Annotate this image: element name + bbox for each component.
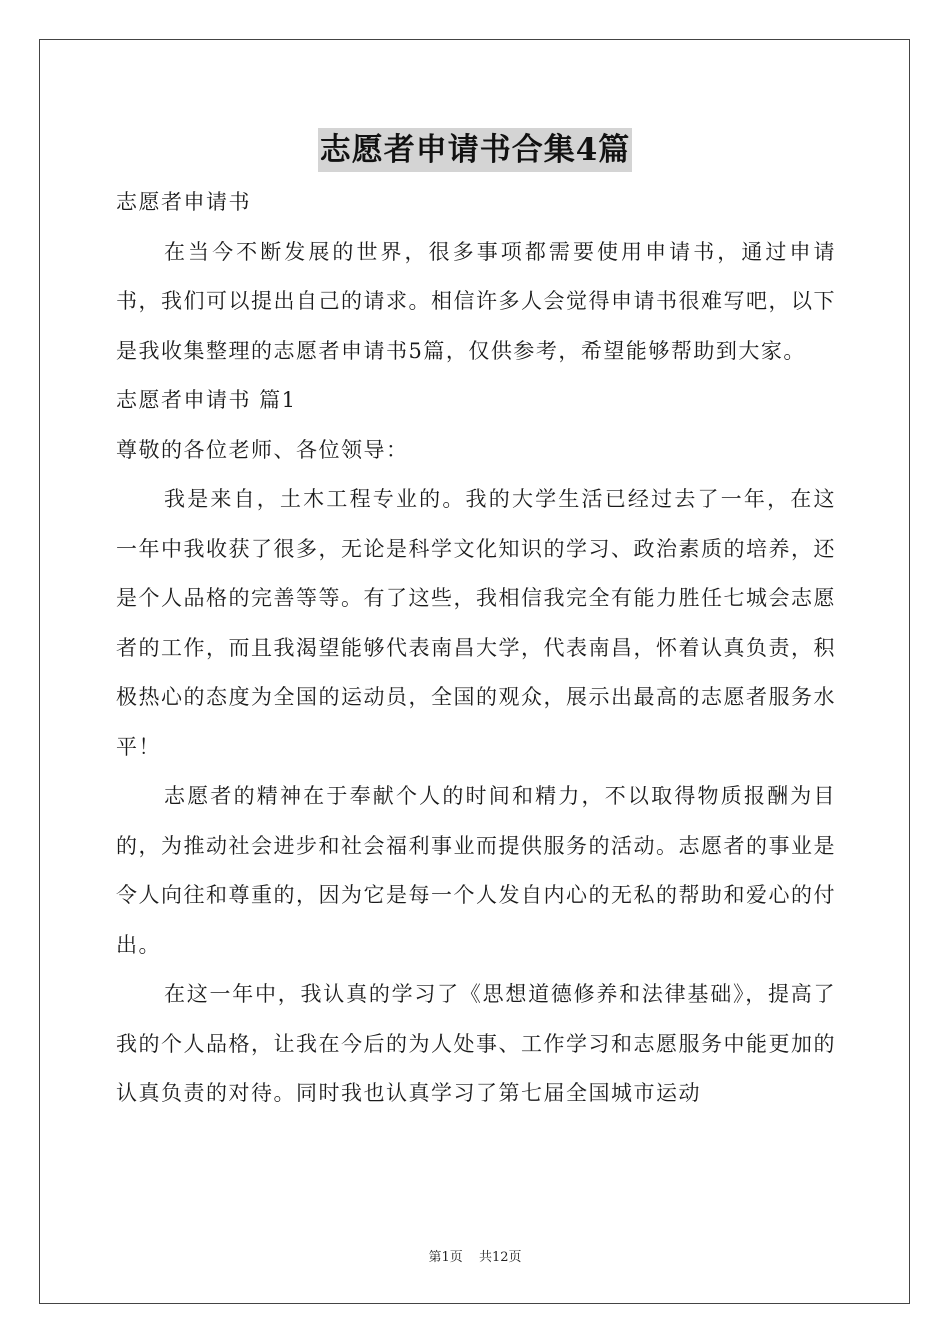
paragraph: 在当今不断发展的世界，很多事项都需要使用申请书，通过申请书，我们可以提出自己的请求。相信许多人会觉得申请书很难写吧，以下是我收集整理的志愿者申请书5篇，仅供参考，希望能够帮助到大家。 <box>116 239 836 363</box>
section-heading: 志愿者申请书 篇1 <box>116 388 297 412</box>
salutation: 尊敬的各位老师、各位领导： <box>116 437 409 462</box>
title-container <box>0 128 950 172</box>
page-number: 第1页 <box>428 1250 463 1265</box>
paragraph: 志愿者申请书 <box>116 190 251 214</box>
paragraph: 我是来自，土木工程专业的。我的大学生活已经过去了一年，在这一年中我收获了很多，无论是科学文化知识的学习、政治素质的培养，还是个人品格的完善等等。有了这些，我相信我完全有能力胜任七城会志愿者的工作，而且我渴望能够代表南昌大学，代表南昌，怀着认真负责，积极热心的态度为全国的运动员，全国的观众，展示出最高的志愿者服务水平！ <box>116 487 836 759</box>
paragraph: 在这一年中，我认真的学习了《思想道德修养和法律基础》，提高了我的个人品格，让我在今后的为人处事、工作学习和志愿服务中能更加的认真负责的对待。同时我也认真学习了第七届全国城市运动 <box>116 982 836 1105</box>
page-total: 共12页 <box>478 1250 522 1265</box>
page-footer <box>0 1246 950 1265</box>
document-title: 志愿者申请书合集4篇 <box>318 128 633 172</box>
document-body <box>116 178 836 1119</box>
paragraph: 志愿者的精神在于奉献个人的时间和精力，不以取得物质报酬为目的，为推动社会进步和社会福利事业而提供服务的活动。志愿者的事业是令人向往和尊重的，因为它是每一个人发自内心的无私的帮助和爱心的付出。 <box>116 784 836 957</box>
